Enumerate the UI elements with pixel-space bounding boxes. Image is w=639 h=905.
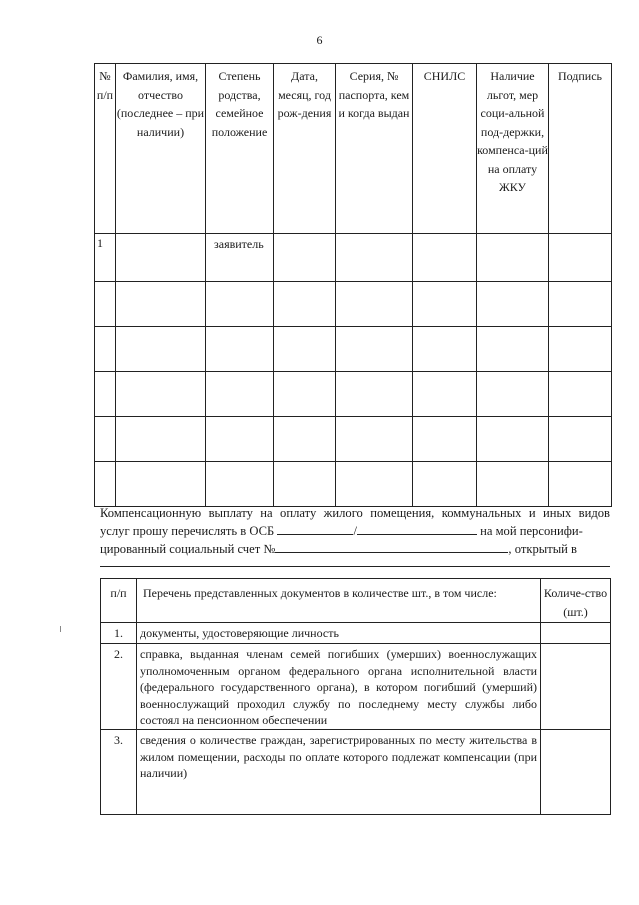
name-cell[interactable] bbox=[116, 372, 206, 417]
snils-cell[interactable] bbox=[413, 462, 477, 507]
opened-in-label: , открытый в bbox=[508, 542, 577, 556]
opened-in-field[interactable] bbox=[100, 566, 610, 567]
birth-date-cell[interactable] bbox=[274, 462, 336, 507]
header-signature: Подпись bbox=[549, 64, 612, 234]
doc-text-cell: сведения о количестве граждан, зарегистрированных по месту жительства в жилом помещении, расходы по оплате которого подлежат компенсации (при наличии) bbox=[137, 730, 541, 815]
doc-text-cell: справка, выданная членам семей погибших (умерших) военнослужащих уполномоченным органом федерального органа исполнительной власти (федерального государственного органа), в котором погибший (умерший) военнослужащий проходил службу по последнему месту службы либо состоял на пенсионном обеспечении bbox=[137, 644, 541, 730]
passport-cell[interactable] bbox=[336, 282, 413, 327]
doc-number-cell: 2. bbox=[101, 644, 137, 730]
page-number: 6 bbox=[316, 33, 323, 47]
benefits-cell[interactable] bbox=[477, 327, 549, 372]
signature-cell[interactable] bbox=[549, 462, 612, 507]
relation-cell[interactable] bbox=[206, 417, 274, 462]
relation-cell[interactable] bbox=[206, 372, 274, 417]
birth-date-cell[interactable] bbox=[274, 417, 336, 462]
header-number: п/п bbox=[101, 579, 137, 623]
signature-cell[interactable] bbox=[549, 282, 612, 327]
row-number-cell[interactable] bbox=[95, 462, 116, 507]
passport-cell[interactable] bbox=[336, 462, 413, 507]
paragraph-line-3 bbox=[100, 540, 610, 558]
snils-cell[interactable] bbox=[413, 282, 477, 327]
signature-cell[interactable] bbox=[549, 234, 612, 282]
signature-cell[interactable] bbox=[549, 372, 612, 417]
quantity-cell[interactable] bbox=[541, 623, 611, 644]
table-row bbox=[95, 462, 612, 507]
osb-label: услуг прошу перечислять в ОСБ bbox=[100, 524, 275, 538]
row-number-cell[interactable] bbox=[95, 327, 116, 372]
header-birth-date: Дата, месяц, год рож-дения bbox=[274, 64, 336, 234]
personal-account-label: на мой персонифи- bbox=[480, 524, 583, 538]
snils-cell[interactable] bbox=[413, 327, 477, 372]
snils-cell[interactable] bbox=[413, 372, 477, 417]
passport-cell[interactable] bbox=[336, 234, 413, 282]
osb-branch-field[interactable] bbox=[357, 522, 477, 535]
benefits-cell[interactable] bbox=[477, 282, 549, 327]
table-row bbox=[95, 327, 612, 372]
header-relation: Степень родства, семейное положение bbox=[206, 64, 274, 234]
relation-cell[interactable]: заявитель bbox=[206, 234, 274, 282]
signature-cell[interactable] bbox=[549, 417, 612, 462]
relation-cell[interactable] bbox=[206, 462, 274, 507]
table-row bbox=[95, 282, 612, 327]
header-full-name: Фамилия, имя, отчество (последнее – при наличии) bbox=[116, 64, 206, 234]
documents-table bbox=[100, 578, 611, 815]
payment-request-paragraph bbox=[100, 505, 610, 558]
table-row bbox=[101, 730, 611, 815]
relation-cell[interactable] bbox=[206, 327, 274, 372]
table-header-row bbox=[95, 64, 612, 234]
name-cell[interactable] bbox=[116, 417, 206, 462]
doc-text-cell: документы, удостоверяющие личность bbox=[137, 623, 541, 644]
relation-cell[interactable] bbox=[206, 282, 274, 327]
osb-number-field[interactable] bbox=[277, 522, 353, 535]
table-row bbox=[95, 417, 612, 462]
quantity-cell[interactable] bbox=[541, 730, 611, 815]
table-header-row bbox=[101, 579, 611, 623]
birth-date-cell[interactable] bbox=[274, 327, 336, 372]
table-row bbox=[101, 644, 611, 730]
table-row bbox=[95, 372, 612, 417]
quantity-cell[interactable] bbox=[541, 644, 611, 730]
birth-date-cell[interactable] bbox=[274, 282, 336, 327]
row-number-cell[interactable] bbox=[95, 282, 116, 327]
doc-number-cell: 3. bbox=[101, 730, 137, 815]
row-number-cell[interactable] bbox=[95, 372, 116, 417]
passport-cell[interactable] bbox=[336, 327, 413, 372]
name-cell[interactable] bbox=[116, 234, 206, 282]
row-number-cell[interactable] bbox=[95, 417, 116, 462]
table-row bbox=[101, 623, 611, 644]
passport-cell[interactable] bbox=[336, 417, 413, 462]
name-cell[interactable] bbox=[116, 282, 206, 327]
benefits-cell[interactable] bbox=[477, 462, 549, 507]
paragraph-line-1: Компенсационную выплату на оплату жилого помещения, коммунальных и иных видов bbox=[100, 506, 610, 520]
birth-date-cell[interactable] bbox=[274, 234, 336, 282]
margin-mark bbox=[60, 626, 61, 632]
header-quantity: Количе-ство (шт.) bbox=[541, 579, 611, 623]
doc-number-cell: 1. bbox=[101, 623, 137, 644]
header-snils: СНИЛС bbox=[413, 64, 477, 234]
snils-cell[interactable] bbox=[413, 417, 477, 462]
header-documents-list: Перечень представленных документов в количестве шт., в том числе: bbox=[137, 579, 541, 623]
header-number: № п/п bbox=[95, 64, 116, 234]
birth-date-cell[interactable] bbox=[274, 372, 336, 417]
table-row bbox=[95, 234, 612, 282]
family-members-table bbox=[94, 63, 612, 507]
account-label: цированный социальный счет № bbox=[100, 542, 276, 556]
signature-cell[interactable] bbox=[549, 327, 612, 372]
benefits-cell[interactable] bbox=[477, 372, 549, 417]
passport-cell[interactable] bbox=[336, 372, 413, 417]
row-number-cell[interactable]: 1 bbox=[95, 234, 116, 282]
name-cell[interactable] bbox=[116, 462, 206, 507]
benefits-cell[interactable] bbox=[477, 234, 549, 282]
benefits-cell[interactable] bbox=[477, 417, 549, 462]
snils-cell[interactable] bbox=[413, 234, 477, 282]
osb-separator: / bbox=[353, 524, 357, 538]
header-benefits: Наличие льгот, мер соци-альной под-держки, компенса-ций на оплату ЖКУ bbox=[477, 64, 549, 234]
name-cell[interactable] bbox=[116, 327, 206, 372]
paragraph-line-2 bbox=[100, 522, 610, 540]
header-passport: Серия, № паспорта, кем и когда выдан bbox=[336, 64, 413, 234]
account-number-field[interactable] bbox=[275, 540, 508, 553]
